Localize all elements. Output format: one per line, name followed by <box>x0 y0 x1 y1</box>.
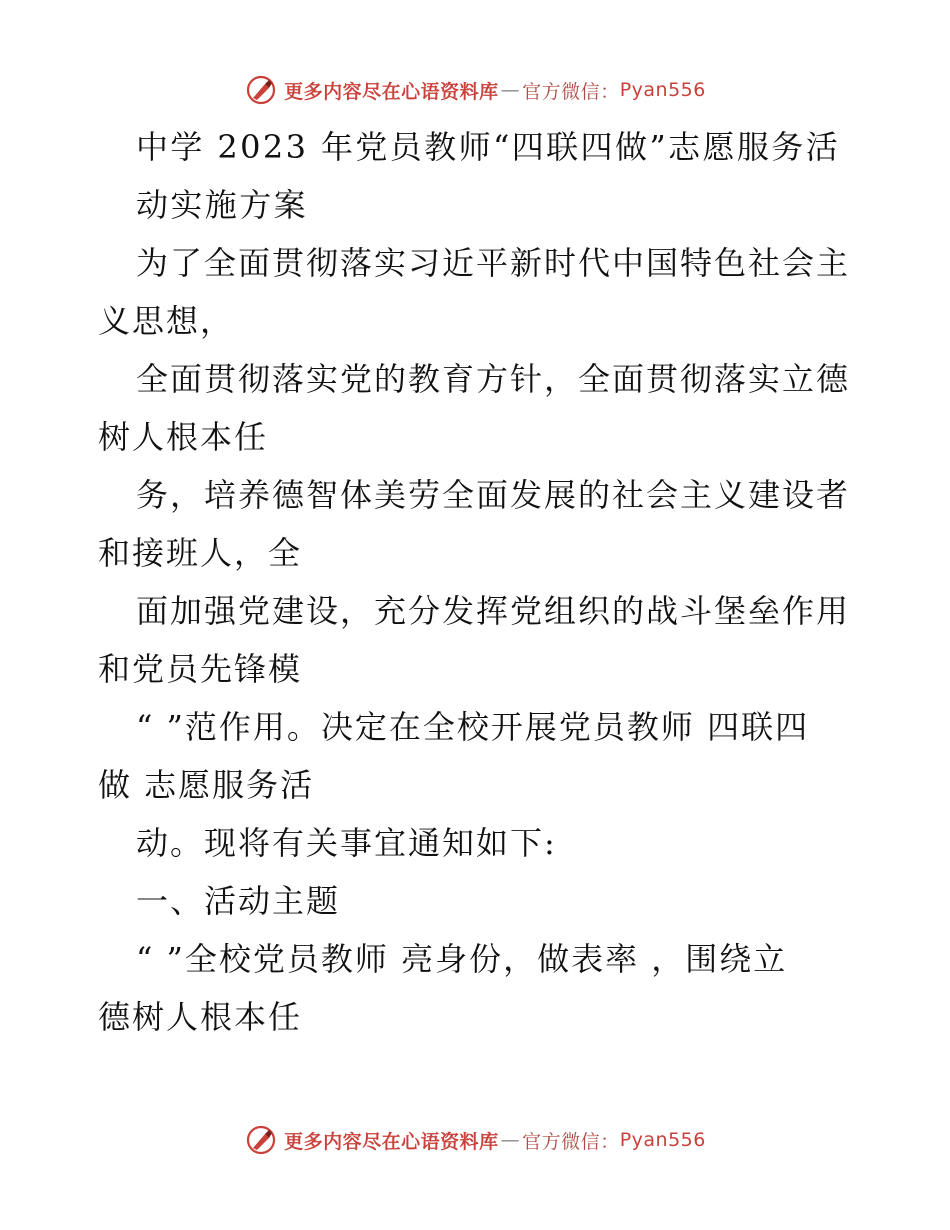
watermark-separator: — <box>500 79 521 101</box>
watermark-brand: 更多内容尽在心语资料库 <box>284 80 499 103</box>
paragraph-line: 做 志愿服务活 <box>98 766 315 804</box>
watermark-label: 官方微信： <box>522 1130 620 1153</box>
watermark-account: Pyan556 <box>619 79 706 101</box>
watermark-label: 官方微信： <box>522 80 620 103</box>
watermark-account: Pyan556 <box>619 1129 706 1151</box>
paragraph-line: 为了全面贯彻落实习近平新时代中国特色社会主 <box>136 244 851 282</box>
footer-watermark <box>0 1120 950 1160</box>
header-watermark <box>0 70 950 110</box>
paragraph-line: 动。现将有关事宜通知如下: <box>136 824 557 862</box>
paragraph-line: 德树人根本任 <box>98 998 303 1036</box>
paragraph-line: 全面贯彻落实党的教育方针，全面贯彻落实立德 <box>136 360 851 398</box>
section-heading: 一、活动主题 <box>136 882 341 920</box>
paragraph-line: 面加强党建设，充分发挥党组织的战斗堡垒作用 <box>136 592 851 630</box>
paragraph-line: 义思想， <box>98 302 235 340</box>
pen-nib-circle-icon <box>244 1123 278 1157</box>
paragraph-line: 务，培养德智体美劳全面发展的社会主义建设者 <box>136 476 851 514</box>
paragraph-line: 和党员先锋模 <box>98 650 303 688</box>
watermark-brand: 更多内容尽在心语资料库 <box>284 1130 499 1153</box>
watermark-separator: — <box>500 1129 521 1151</box>
pen-nib-circle-icon <box>244 73 278 107</box>
document-body <box>98 118 858 1046</box>
paragraph-line: “ ”范作用。决定在全校开展党员教师 四联四 <box>136 708 810 746</box>
document-title-line-2: 动实施方案 <box>136 186 309 224</box>
paragraph-line: “ ”全校党员教师 亮身份，做表率 ，围绕立 <box>136 940 788 978</box>
paragraph-line: 和接班人，全 <box>98 534 303 572</box>
paragraph-line: 树人根本任 <box>98 418 269 456</box>
document-title-line-1: 中学 2023 年党员教师“四联四做”志愿服务活 <box>136 128 841 166</box>
